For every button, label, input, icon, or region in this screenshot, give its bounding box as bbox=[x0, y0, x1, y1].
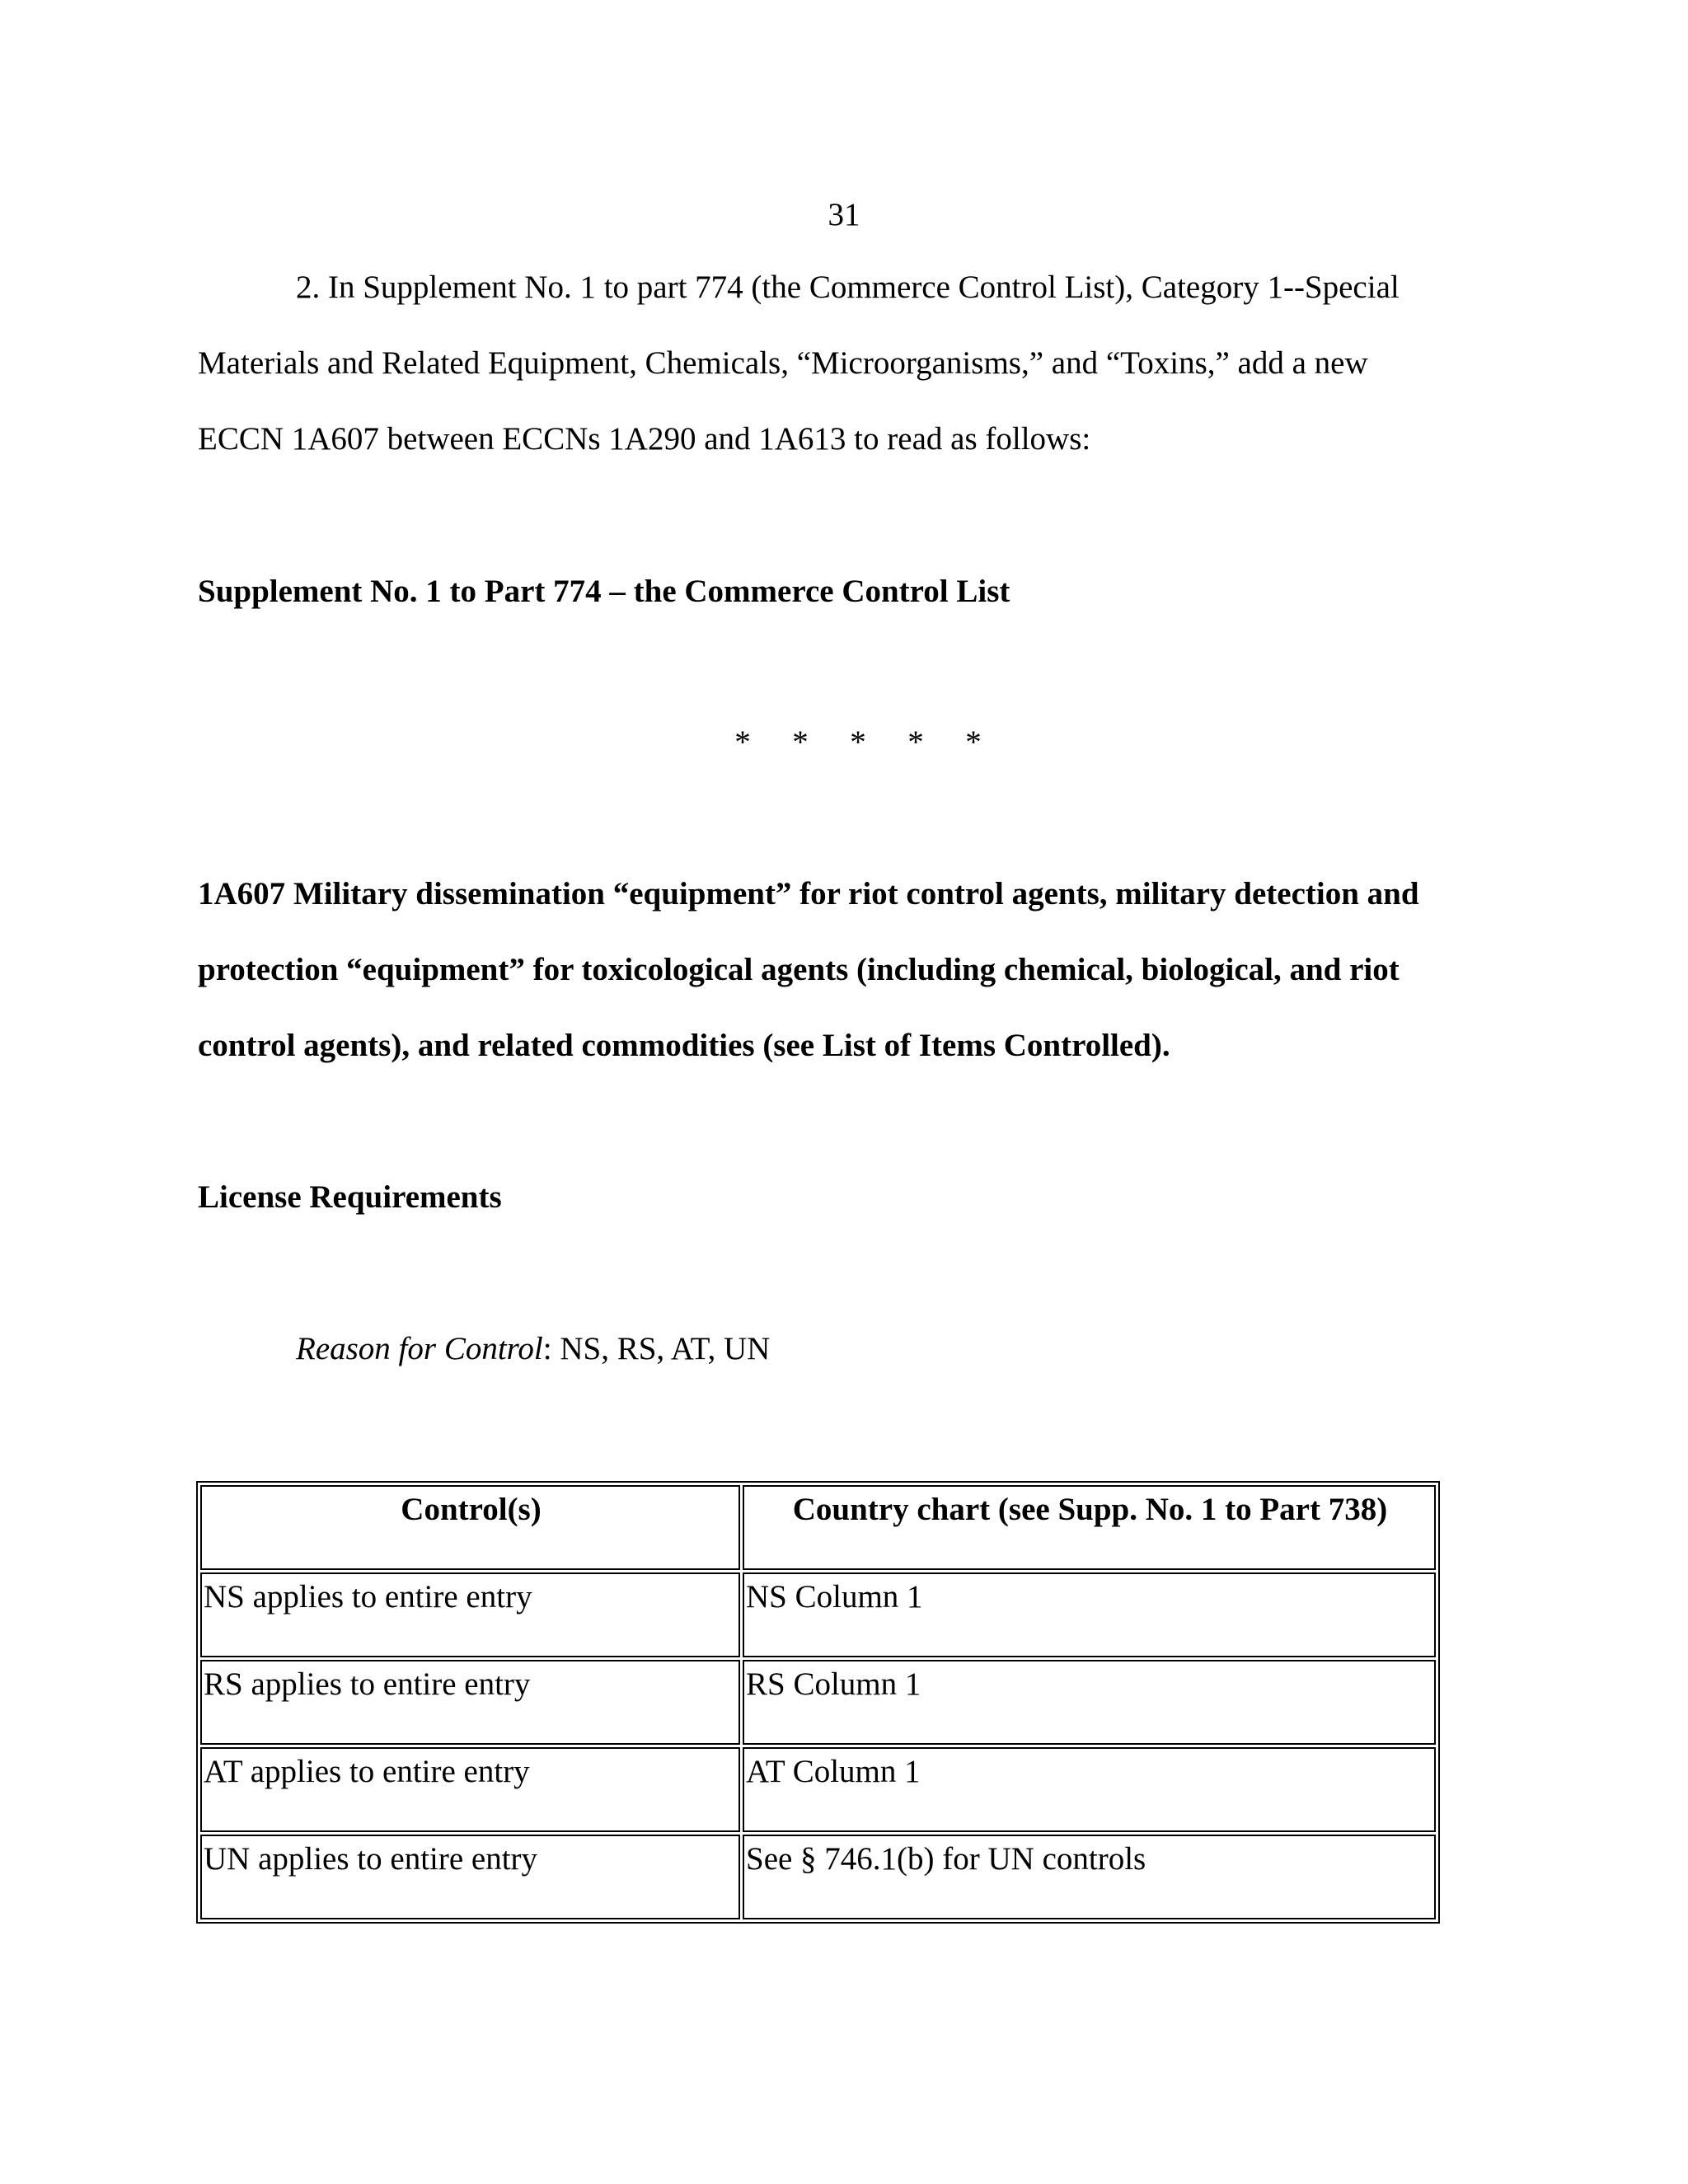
separator-star: * bbox=[850, 724, 866, 760]
instruction-line-2: Materials and Related Equipment, Chemicals, “Microorganisms,” and “Toxins,” add a new bbox=[198, 345, 1368, 381]
eccn-heading-line-2: protection “equipment” for toxicological agents (including chemical, biological, and riot bbox=[198, 952, 1400, 987]
table-cell-country-chart: AT Column 1 bbox=[743, 1747, 1436, 1832]
table-cell-country-chart: See § 746.1(b) for UN controls bbox=[743, 1835, 1436, 1919]
table-cell-control: UN applies to entire entry bbox=[200, 1835, 740, 1919]
table-row bbox=[200, 1747, 1436, 1832]
instruction-line-1: 2. In Supplement No. 1 to part 774 (the Commerce Control List), Category 1--Special bbox=[296, 269, 1400, 305]
table-cell-country-chart: RS Column 1 bbox=[743, 1660, 1436, 1745]
supplement-heading: Supplement No. 1 to Part 774 – the Commerce Control List bbox=[198, 574, 1010, 609]
table-cell-control: AT applies to entire entry bbox=[200, 1747, 740, 1832]
column-header-controls: Control(s) bbox=[200, 1485, 740, 1570]
table-cell-control: RS applies to entire entry bbox=[200, 1660, 740, 1745]
table-row bbox=[200, 1660, 1436, 1745]
eccn-heading-line-3: control agents), and related commodities (see List of Items Controlled). bbox=[198, 1028, 1170, 1063]
table-cell-control: NS applies to entire entry bbox=[200, 1572, 740, 1657]
license-requirements-heading: License Requirements bbox=[198, 1179, 502, 1215]
page-number: 31 bbox=[828, 197, 860, 232]
separator-star: * bbox=[965, 724, 982, 760]
table-header-row bbox=[200, 1485, 1436, 1570]
column-header-country-chart: Country chart (see Supp. No. 1 to Part 738) bbox=[743, 1485, 1436, 1570]
table-row bbox=[200, 1835, 1436, 1919]
separator-star: * bbox=[907, 724, 924, 760]
control-table bbox=[196, 1481, 1440, 1924]
separator-stars bbox=[714, 723, 1002, 762]
separator-star: * bbox=[792, 724, 809, 760]
table-row bbox=[200, 1572, 1436, 1657]
reason-for-control-value: : NS, RS, AT, UN bbox=[542, 1331, 771, 1366]
table-cell-country-chart: NS Column 1 bbox=[743, 1572, 1436, 1657]
separator-star: * bbox=[734, 724, 751, 760]
reason-for-control-label: Reason for Control bbox=[296, 1331, 543, 1366]
reason-for-control bbox=[296, 1329, 770, 1369]
instruction-line-3: ECCN 1A607 between ECCNs 1A290 and 1A613 to read as follows: bbox=[198, 421, 1091, 457]
eccn-heading-line-1: 1A607 Military dissemination “equipment” for riot control agents, military detection and bbox=[198, 876, 1419, 912]
